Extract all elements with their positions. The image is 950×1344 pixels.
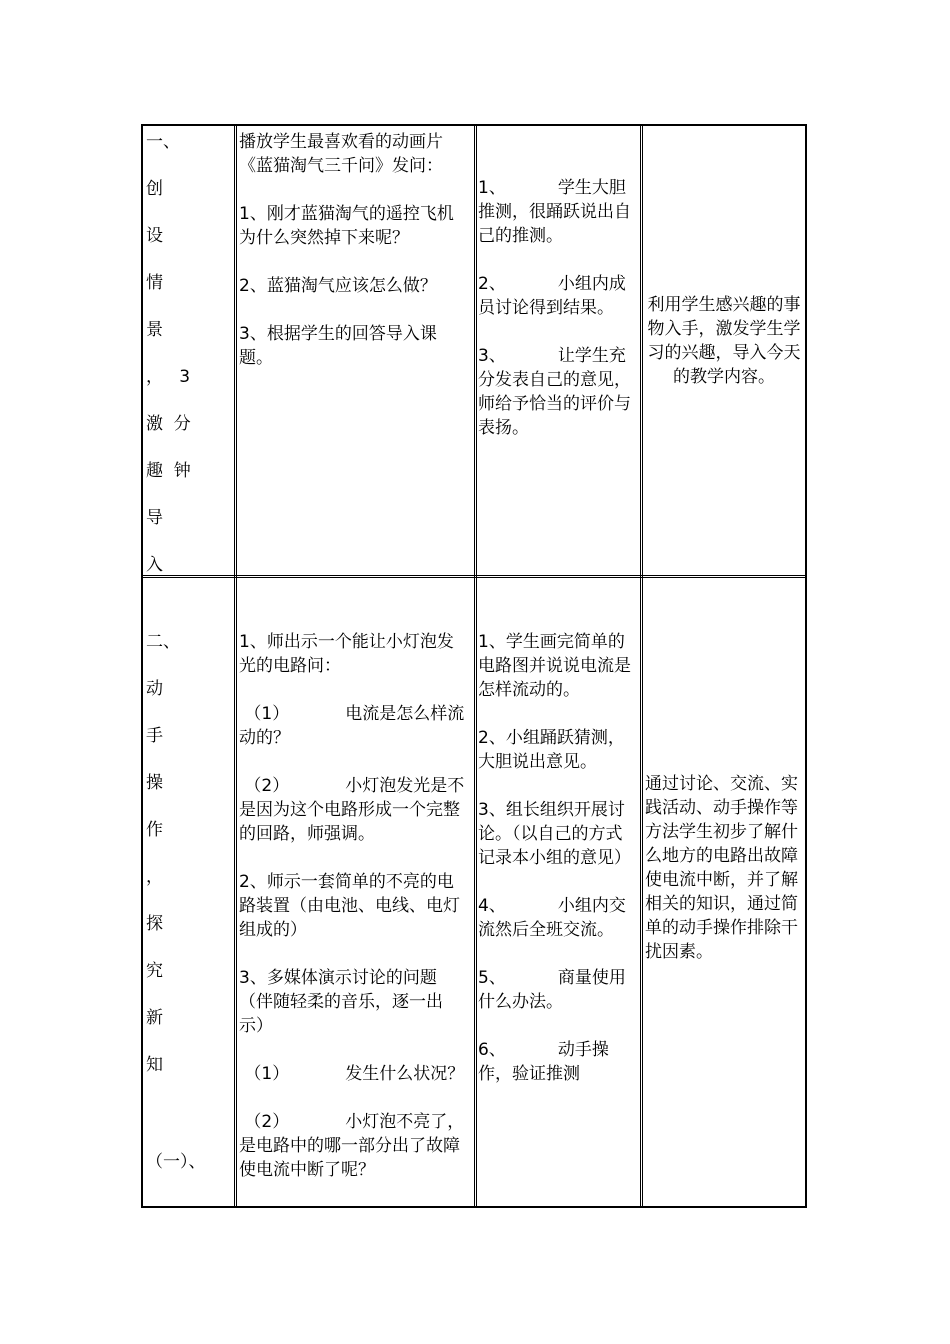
column-divider bbox=[474, 124, 477, 1208]
teacher-subitem: （1） 发生什么状况？ bbox=[244, 1064, 465, 1084]
design-intent-1: 利用学生感兴趣的事物入手，激发学生学习的兴趣，导入今天的教学内容。 bbox=[647, 295, 801, 387]
teacher-activity-2: 1、师出示一个能让小灯泡发光的电路问： （1） 电流是怎么样流动的？ （2） 小灯泡发光是不是因为这个电路形成一个完整的回路，师强调。 2、师示一套简单的不亮的电路装置（由电池、电线、电灯组成的） 3、多媒体演示讨论的问题（伴随轻柔的音乐，逐一出示） （1） 发生什么状况？ （2） 小灯泡不亮了，是电路中的哪一部分出了故障使电流中断了呢？ bbox=[239, 630, 467, 1182]
stage-label-1: 一、 创 设 情 景 ， 3 激 分 趣 钟 导 入 bbox=[146, 132, 191, 575]
design-intent-2: 通过讨论、交流、实践活动、动手操作等方法学生初步了解什么地方的电路出故障使电流中断，并了解相关的知识，通过简单的动手操作排除干扰因素。 bbox=[645, 774, 798, 962]
teacher-subitem: （2） 小灯泡不亮了，是电路中的哪一部分出了故障使电流中断了呢？ bbox=[239, 1112, 465, 1180]
stage-label-2: 二、 动 手 操 作 ， 探 究 新 知 bbox=[146, 632, 180, 1075]
student-item: 1、 学生大胆推测，很踊跃说出自己的推测。 bbox=[478, 178, 631, 246]
teacher-subitem: （2） 小灯泡发光是不是因为这个电路形成一个完整的回路，师强调。 bbox=[239, 776, 465, 844]
teacher-subitem: （1） 电流是怎么样流动的？ bbox=[239, 704, 465, 748]
student-item: 3、 让学生充分发表自己的意见，师给予恰当的评价与表扬。 bbox=[478, 346, 631, 438]
teacher-activity-1: 播放学生最喜欢看的动画片《蓝猫淘气三千问》发问： 1、刚才蓝猫淘气的遥控飞机为什么突然掉下来呢？ 2、蓝猫淘气应该怎么做？ 3、根据学生的回答导入课题。 bbox=[239, 132, 454, 368]
row-divider bbox=[141, 575, 807, 578]
student-item: 3、组长组织开展讨论。（以自己的方式记录本小组的意见） bbox=[478, 800, 631, 868]
student-activity-2 bbox=[478, 630, 634, 1086]
column-divider bbox=[234, 124, 237, 1208]
student-item: 1、学生画完简单的电路图并说说电流是怎样流动的。 bbox=[478, 632, 631, 700]
student-item: 5、 商量使用什么办法。 bbox=[478, 968, 626, 1012]
student-item: 2、 小组内成员讨论得到结果。 bbox=[478, 274, 626, 318]
stage-sub-label: （一）、 bbox=[146, 1152, 206, 1172]
student-item: 6、 动手操作，验证推测 bbox=[478, 1040, 609, 1084]
student-item: 2、小组踊跃猜测，大胆说出意见。 bbox=[478, 728, 625, 772]
column-divider bbox=[640, 124, 643, 1208]
student-activity-1 bbox=[478, 176, 634, 440]
student-item: 4、 小组内交流然后全班交流。 bbox=[478, 896, 626, 940]
